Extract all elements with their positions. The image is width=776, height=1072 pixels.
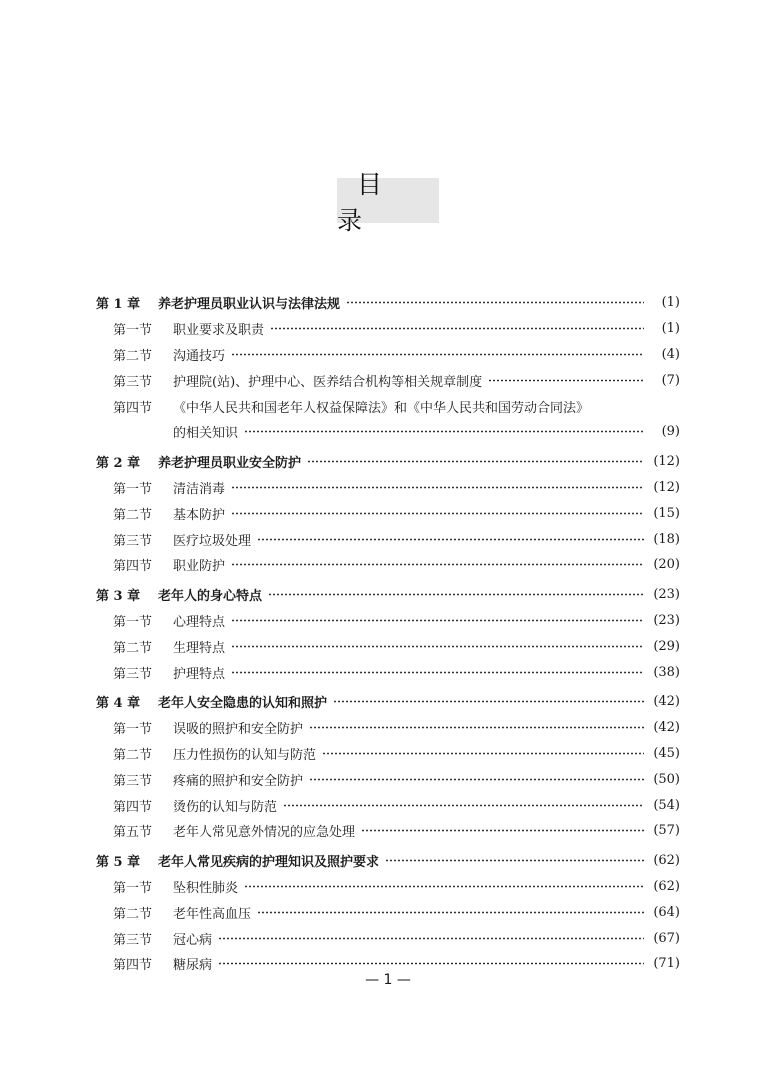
- page-ref: (50): [653, 771, 680, 787]
- dot-leader: [231, 671, 644, 674]
- page-ref: (15): [653, 505, 680, 521]
- section-title-continued: 的相关知识: [173, 426, 239, 442]
- section-title: 生理特点: [173, 640, 226, 656]
- dot-leader: [231, 645, 644, 648]
- section-number: 第三节: [113, 533, 153, 549]
- section-number: 第三节: [113, 666, 153, 682]
- dot-leader: [270, 327, 644, 330]
- toc-section-row[interactable]: [96, 500, 680, 526]
- chapter-number: 第 2 章: [96, 456, 141, 472]
- page-ref: (38): [653, 664, 680, 680]
- toc-section-row[interactable]: [96, 741, 680, 767]
- page-ref: (7): [661, 372, 680, 388]
- page-ref: (57): [653, 823, 680, 839]
- dot-leader: [309, 726, 644, 729]
- section-title: 沟通技巧: [173, 348, 226, 364]
- toc-section-row[interactable]: [96, 925, 680, 951]
- section-title: 老年人常见意外情况的应急处理: [173, 825, 356, 841]
- page-ref: (18): [653, 531, 680, 547]
- page-ref: (62): [653, 853, 680, 869]
- section-title: 职业防护: [173, 559, 226, 575]
- chapter-title: 养老护理员职业认识与法律法规: [158, 297, 341, 313]
- toc-section-row[interactable]: [96, 659, 680, 685]
- chapter-title: 老年人常见疾病的护理知识及照护要求: [158, 855, 380, 871]
- toc-chapter-row[interactable]: [96, 848, 680, 874]
- page-ref: (71): [653, 956, 680, 972]
- toc-chapter-row[interactable]: [96, 689, 680, 715]
- section-number: 第一节: [113, 481, 153, 497]
- page-ref: (12): [653, 479, 680, 495]
- page-ref: (45): [653, 745, 680, 761]
- dot-leader: [346, 301, 644, 304]
- toc-section-row[interactable]: [96, 715, 680, 741]
- toc-section-continuation-row[interactable]: [96, 419, 680, 445]
- toc-section-row[interactable]: [96, 608, 680, 634]
- section-number: 第一节: [113, 722, 153, 738]
- dot-leader: [244, 885, 644, 888]
- page-number-footer: — 1 —: [365, 972, 411, 988]
- section-title: 《中华人民共和国老年人权益保障法》和《中华人民共和国劳动合同法》: [173, 400, 590, 416]
- section-number: 第二节: [113, 640, 153, 656]
- section-number: 第四节: [113, 400, 153, 416]
- dot-leader: [488, 379, 644, 382]
- toc-chapter-row[interactable]: [96, 449, 680, 475]
- chapter-title: 老年人安全隐患的认知和照护: [158, 696, 328, 712]
- section-title: 基本防护: [173, 507, 226, 523]
- page-ref: (23): [653, 612, 680, 628]
- chapter-number: 第 5 章: [96, 855, 141, 871]
- section-title: 糖尿病: [173, 958, 213, 974]
- dot-leader: [385, 859, 644, 862]
- dot-leader: [257, 538, 644, 541]
- section-title: 坠积性肺炎: [173, 880, 239, 896]
- section-number: 第三节: [113, 773, 153, 789]
- section-number: 第五节: [113, 825, 153, 841]
- section-number: 第二节: [113, 507, 153, 523]
- section-title: 老年性高血压: [173, 906, 252, 922]
- toc-section-row[interactable]: [96, 874, 680, 900]
- page-ref: (4): [661, 346, 680, 362]
- page-ref: (12): [653, 454, 680, 470]
- dot-leader: [218, 937, 644, 940]
- toc-section-row[interactable]: [96, 792, 680, 818]
- section-number: 第四节: [113, 799, 153, 815]
- page-ref: (23): [653, 587, 680, 603]
- toc-chapter-row[interactable]: [96, 582, 680, 608]
- section-number: 第一节: [113, 614, 153, 630]
- page-ref: (54): [653, 797, 680, 813]
- dot-leader: [218, 962, 644, 965]
- section-number: 第三节: [113, 932, 153, 948]
- toc-section-row[interactable]: [96, 633, 680, 659]
- section-number: 第二节: [113, 348, 153, 364]
- toc-section-row[interactable]: [96, 552, 680, 578]
- dot-leader: [231, 486, 644, 489]
- section-title: 职业要求及职责: [173, 323, 265, 339]
- section-title: 烫伤的认知与防范: [173, 799, 278, 815]
- page-title: 目 录: [337, 178, 439, 223]
- section-title: 疼痛的照护和安全防护: [173, 773, 304, 789]
- section-number: 第三节: [113, 374, 153, 390]
- toc-chapter-row[interactable]: [96, 290, 680, 316]
- toc-section-row[interactable]: [96, 316, 680, 342]
- page-ref: (20): [653, 557, 680, 573]
- toc-section-row[interactable]: [96, 899, 680, 925]
- page-ref: (67): [653, 930, 680, 946]
- dot-leader: [283, 804, 644, 807]
- toc-section-row[interactable]: [96, 393, 680, 419]
- table-of-contents: [96, 290, 680, 977]
- section-title: 压力性损伤的认知与防范: [173, 747, 317, 763]
- dot-leader: [231, 619, 644, 622]
- page-ref: (1): [661, 295, 680, 311]
- section-title: 清洁消毒: [173, 481, 226, 497]
- section-title: 护理院(站)、护理中心、医养结合机构等相关规章制度: [173, 374, 483, 390]
- chapter-title: 养老护理员职业安全防护: [158, 456, 302, 472]
- page-ref: (64): [653, 904, 680, 920]
- chapter-number: 第 1 章: [96, 297, 141, 313]
- dot-leader: [333, 700, 644, 703]
- chapter-number: 第 4 章: [96, 696, 141, 712]
- page-ref: (9): [661, 424, 680, 440]
- section-title: 医疗垃圾处理: [173, 533, 252, 549]
- section-title: 冠心病: [173, 932, 213, 948]
- page-ref: (42): [653, 694, 680, 710]
- section-title: 心理特点: [173, 614, 226, 630]
- dot-leader: [361, 829, 644, 832]
- toc-section-row[interactable]: [96, 766, 680, 792]
- toc-section-row[interactable]: [96, 475, 680, 501]
- toc-section-row[interactable]: [96, 526, 680, 552]
- section-number: 第二节: [113, 906, 153, 922]
- toc-section-row[interactable]: [96, 342, 680, 368]
- toc-section-row[interactable]: [96, 367, 680, 393]
- toc-section-row[interactable]: [96, 818, 680, 844]
- page-ref: (62): [653, 878, 680, 894]
- section-number: 第四节: [113, 559, 153, 575]
- chapter-title: 老年人的身心特点: [158, 589, 263, 605]
- section-number: 第二节: [113, 747, 153, 763]
- dot-leader: [231, 512, 644, 515]
- dot-leader: [307, 460, 644, 463]
- section-number: 第四节: [113, 958, 153, 974]
- section-title: 护理特点: [173, 666, 226, 682]
- dot-leader: [268, 593, 644, 596]
- dot-leader: [322, 752, 644, 755]
- page-ref: (42): [653, 720, 680, 736]
- page-ref: (29): [653, 638, 680, 654]
- dot-leader: [257, 911, 644, 914]
- section-number: 第一节: [113, 323, 153, 339]
- dot-leader: [309, 778, 644, 781]
- dot-leader: [231, 353, 644, 356]
- chapter-number: 第 3 章: [96, 589, 141, 605]
- section-number: 第一节: [113, 880, 153, 896]
- dot-leader: [231, 563, 644, 566]
- section-title: 误吸的照护和安全防护: [173, 722, 304, 738]
- dot-leader: [244, 430, 644, 433]
- page-ref: (1): [661, 321, 680, 337]
